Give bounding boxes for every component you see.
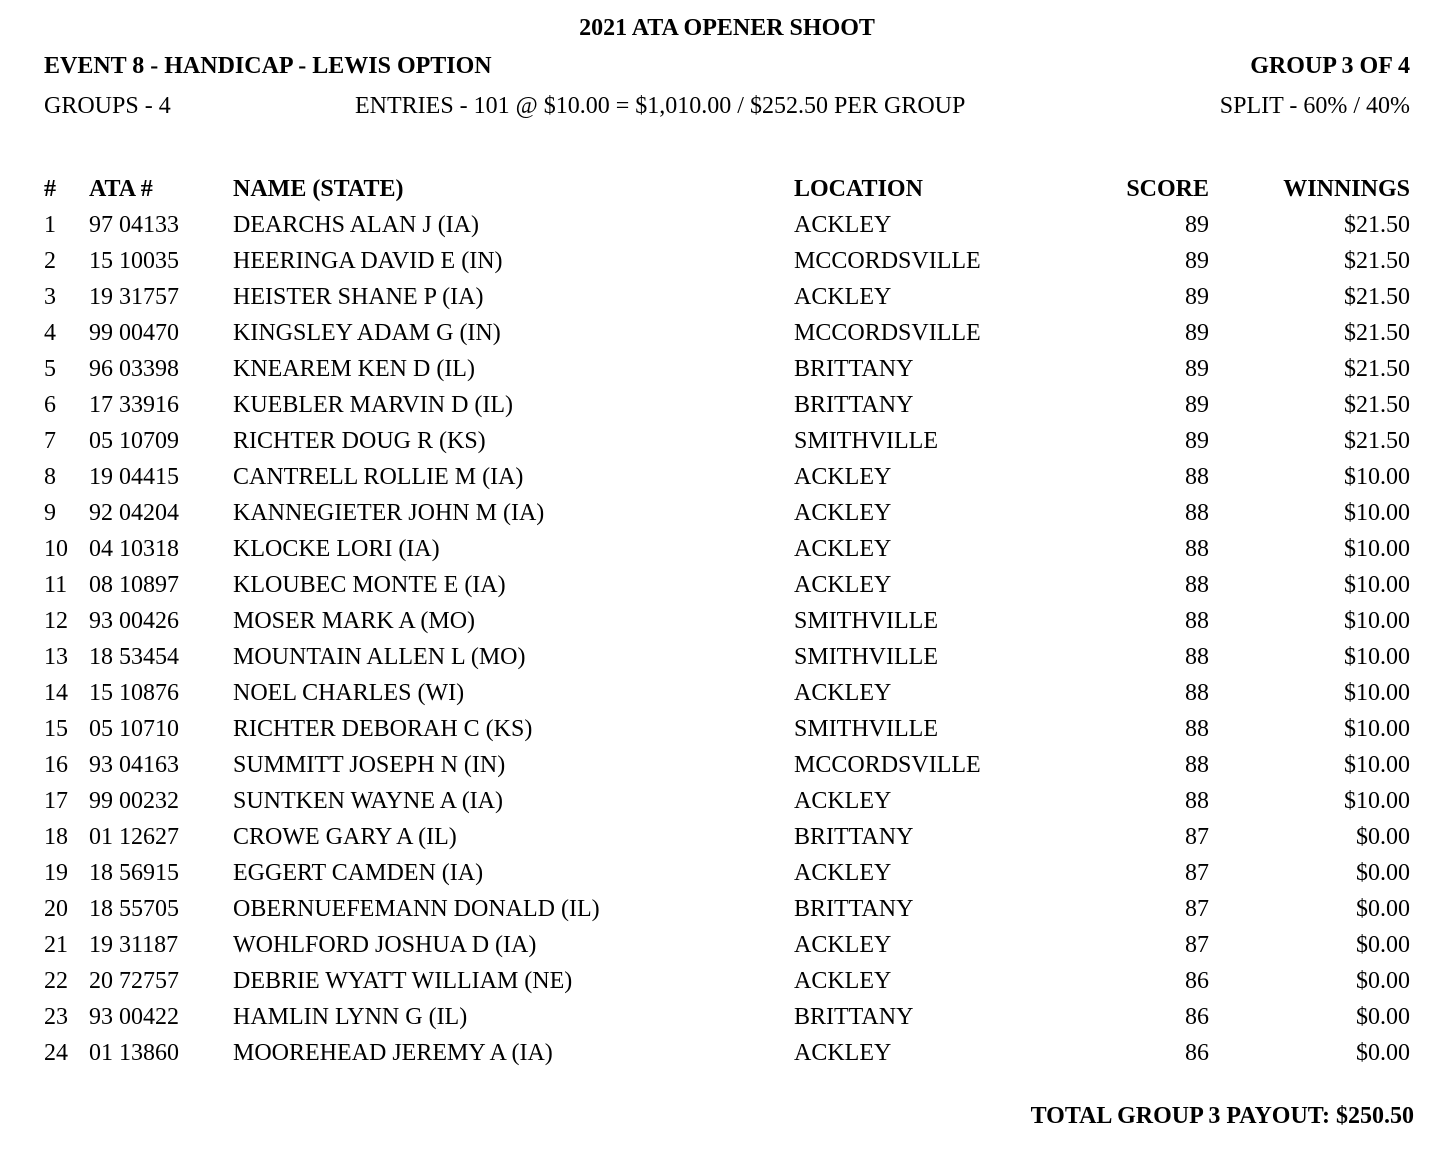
shooter-score: 89 [1185,392,1209,418]
shooter-score: 88 [1185,716,1209,742]
shooter-location: SMITHVILLE [794,428,938,454]
shooter-winnings: $0.00 [1356,824,1410,850]
shooter-score: 86 [1185,1040,1209,1066]
shooter-name: CANTRELL ROLLIE M (IA) [233,464,524,490]
row-number: 11 [44,572,68,598]
ata-number: 05 10709 [89,428,179,454]
row-number: 7 [44,428,56,454]
row-number: 1 [44,212,56,238]
row-number: 15 [44,716,68,742]
row-number: 19 [44,860,68,886]
row-number: 5 [44,356,56,382]
shooter-location: ACKLEY [794,680,892,706]
shooter-winnings: $10.00 [1344,500,1410,526]
shooter-score: 88 [1185,644,1209,670]
table-row [0,824,1454,860]
row-number: 6 [44,392,56,418]
shooter-name: HEERINGA DAVID E (IN) [233,248,503,274]
table-row [0,968,1454,1004]
table-row [0,320,1454,356]
shooter-winnings: $0.00 [1356,896,1410,922]
row-number: 2 [44,248,56,274]
table-row [0,572,1454,608]
table-row [0,1040,1454,1076]
shooter-location: ACKLEY [794,284,892,310]
shooter-name: KLOCKE LORI (IA) [233,536,440,562]
shooter-score: 87 [1185,896,1209,922]
ata-number: 08 10897 [89,572,179,598]
row-number: 3 [44,284,56,310]
table-row [0,500,1454,536]
shooter-name: SUMMITT JOSEPH N (IN) [233,752,506,778]
row-number: 12 [44,608,68,634]
shooter-location: ACKLEY [794,536,892,562]
column-header-name: NAME (STATE) [233,176,404,202]
table-row [0,284,1454,320]
shooter-location: ACKLEY [794,932,892,958]
shooter-winnings: $21.50 [1344,248,1410,274]
table-row [0,932,1454,968]
groups-count: GROUPS - 4 [44,93,171,119]
shooter-location: BRITTANY [794,392,914,418]
shooter-score: 86 [1185,968,1209,994]
ata-number: 19 31757 [89,284,179,310]
row-number: 14 [44,680,68,706]
group-label: GROUP 3 OF 4 [1250,53,1410,79]
column-header-location: LOCATION [794,176,923,202]
shooter-winnings: $10.00 [1344,572,1410,598]
shooter-winnings: $0.00 [1356,1040,1410,1066]
row-number: 18 [44,824,68,850]
shooter-winnings: $10.00 [1344,536,1410,562]
shooter-winnings: $10.00 [1344,788,1410,814]
shooter-name: MOSER MARK A (MO) [233,608,476,634]
shooter-score: 89 [1185,356,1209,382]
shooter-location: ACKLEY [794,500,892,526]
ata-number: 19 31187 [89,932,179,958]
shooter-location: MCCORDSVILLE [794,752,981,778]
shooter-name: HAMLIN LYNN G (IL) [233,1004,468,1030]
shooter-location: ACKLEY [794,968,892,994]
row-number: 13 [44,644,68,670]
shooter-name: DEBRIE WYATT WILLIAM (NE) [233,968,573,994]
ata-number: 93 00426 [89,608,179,634]
shooter-winnings: $10.00 [1344,644,1410,670]
shooter-name: OBERNUEFEMANN DONALD (IL) [233,896,600,922]
row-number: 17 [44,788,68,814]
ata-number: 93 04163 [89,752,179,778]
shooter-location: ACKLEY [794,860,892,886]
shooter-location: BRITTANY [794,356,914,382]
shooter-location: BRITTANY [794,824,914,850]
shooter-score: 89 [1185,212,1209,238]
shooter-winnings: $21.50 [1344,392,1410,418]
row-number: 8 [44,464,56,490]
shooter-winnings: $10.00 [1344,464,1410,490]
shooter-winnings: $10.00 [1344,608,1410,634]
shooter-score: 87 [1185,824,1209,850]
shooter-location: SMITHVILLE [794,608,938,634]
shooter-name: SUNTKEN WAYNE A (IA) [233,788,503,814]
ata-number: 96 03398 [89,356,179,382]
ata-number: 18 56915 [89,860,179,886]
table-row [0,428,1454,464]
shooter-location: BRITTANY [794,896,914,922]
shooter-score: 88 [1185,680,1209,706]
shooter-location: SMITHVILLE [794,644,938,670]
shooter-score: 87 [1185,932,1209,958]
shooter-score: 88 [1185,608,1209,634]
table-row [0,608,1454,644]
shooter-name: CROWE GARY A (IL) [233,824,457,850]
shooter-winnings: $21.50 [1344,212,1410,238]
table-row [0,464,1454,500]
shooter-name: EGGERT CAMDEN (IA) [233,860,484,886]
entries-summary: ENTRIES - 101 @ $10.00 = $1,010.00 / $252.50 PER GROUP [355,93,966,119]
ata-number: 18 55705 [89,896,179,922]
ata-number: 18 53454 [89,644,179,670]
column-header-score: SCORE [1126,176,1209,202]
table-row [0,680,1454,716]
ata-number: 99 00232 [89,788,179,814]
ata-number: 92 04204 [89,500,179,526]
ata-number: 20 72757 [89,968,179,994]
table-row [0,392,1454,428]
table-row [0,788,1454,824]
shooter-name: DEARCHS ALAN J (IA) [233,212,479,238]
shooter-score: 89 [1185,284,1209,310]
shooter-score: 88 [1185,572,1209,598]
document-title: 2021 ATA OPENER SHOOT [579,15,875,41]
shooter-score: 89 [1185,320,1209,346]
table-row [0,536,1454,572]
ata-number: 05 10710 [89,716,179,742]
table-row [0,716,1454,752]
row-number: 9 [44,500,56,526]
total-payout: TOTAL GROUP 3 PAYOUT: $250.50 [1030,1103,1414,1129]
shooter-name: WOHLFORD JOSHUA D (IA) [233,932,537,958]
shooter-name: KANNEGIETER JOHN M (IA) [233,500,545,526]
row-number: 10 [44,536,68,562]
shooter-name: KINGSLEY ADAM G (IN) [233,320,501,346]
row-number: 4 [44,320,56,346]
shooter-winnings: $0.00 [1356,1004,1410,1030]
ata-number: 01 12627 [89,824,179,850]
table-row [0,860,1454,896]
shooter-winnings: $0.00 [1356,932,1410,958]
row-number: 24 [44,1040,68,1066]
ata-number: 01 13860 [89,1040,179,1066]
ata-number: 04 10318 [89,536,179,562]
row-number: 21 [44,932,68,958]
results-table [0,212,1454,1076]
shooter-name: KNEAREM KEN D (IL) [233,356,475,382]
shooter-location: MCCORDSVILLE [794,248,981,274]
ata-number: 17 33916 [89,392,179,418]
ata-number: 99 00470 [89,320,179,346]
table-row [0,644,1454,680]
shooter-winnings: $21.50 [1344,356,1410,382]
shooter-location: ACKLEY [794,788,892,814]
shooter-winnings: $0.00 [1356,860,1410,886]
ata-number: 15 10035 [89,248,179,274]
shooter-name: NOEL CHARLES (WI) [233,680,465,706]
table-row [0,752,1454,788]
shooter-score: 88 [1185,536,1209,562]
shooter-score: 88 [1185,752,1209,778]
shooter-winnings: $21.50 [1344,320,1410,346]
shooter-location: ACKLEY [794,212,892,238]
shooter-name: HEISTER SHANE P (IA) [233,284,484,310]
shooter-name: KLOUBEC MONTE E (IA) [233,572,506,598]
row-number: 20 [44,896,68,922]
shooter-score: 88 [1185,788,1209,814]
table-row [0,1004,1454,1040]
shooter-score: 89 [1185,248,1209,274]
table-row [0,212,1454,248]
shooter-location: BRITTANY [794,1004,914,1030]
shooter-score: 87 [1185,860,1209,886]
shooter-location: SMITHVILLE [794,716,938,742]
shooter-winnings: $21.50 [1344,428,1410,454]
split-info: SPLIT - 60% / 40% [1219,93,1410,119]
ata-number: 97 04133 [89,212,179,238]
column-header-winnings: WINNINGS [1283,176,1410,202]
shooter-location: MCCORDSVILLE [794,320,981,346]
row-number: 23 [44,1004,68,1030]
shooter-score: 88 [1185,500,1209,526]
shooter-name: MOOREHEAD JEREMY A (IA) [233,1040,553,1066]
ata-number: 19 04415 [89,464,179,490]
shooter-winnings: $10.00 [1344,680,1410,706]
event-title: EVENT 8 - HANDICAP - LEWIS OPTION [44,53,492,79]
shooter-winnings: $21.50 [1344,284,1410,310]
column-header-num: # [44,176,56,202]
shooter-score: 89 [1185,428,1209,454]
shooter-score: 88 [1185,464,1209,490]
shooter-location: ACKLEY [794,464,892,490]
shooter-winnings: $0.00 [1356,968,1410,994]
table-row [0,248,1454,284]
shooter-winnings: $10.00 [1344,716,1410,742]
shooter-location: ACKLEY [794,572,892,598]
shooter-score: 86 [1185,1004,1209,1030]
row-number: 22 [44,968,68,994]
shooter-name: RICHTER DEBORAH C (KS) [233,716,533,742]
shooter-name: MOUNTAIN ALLEN L (MO) [233,644,526,670]
table-row [0,356,1454,392]
shooter-winnings: $10.00 [1344,752,1410,778]
shooter-name: KUEBLER MARVIN D (IL) [233,392,514,418]
row-number: 16 [44,752,68,778]
shooter-location: ACKLEY [794,1040,892,1066]
table-row [0,896,1454,932]
ata-number: 93 00422 [89,1004,179,1030]
column-header-ata: ATA # [89,176,153,202]
shooter-name: RICHTER DOUG R (KS) [233,428,486,454]
ata-number: 15 10876 [89,680,179,706]
